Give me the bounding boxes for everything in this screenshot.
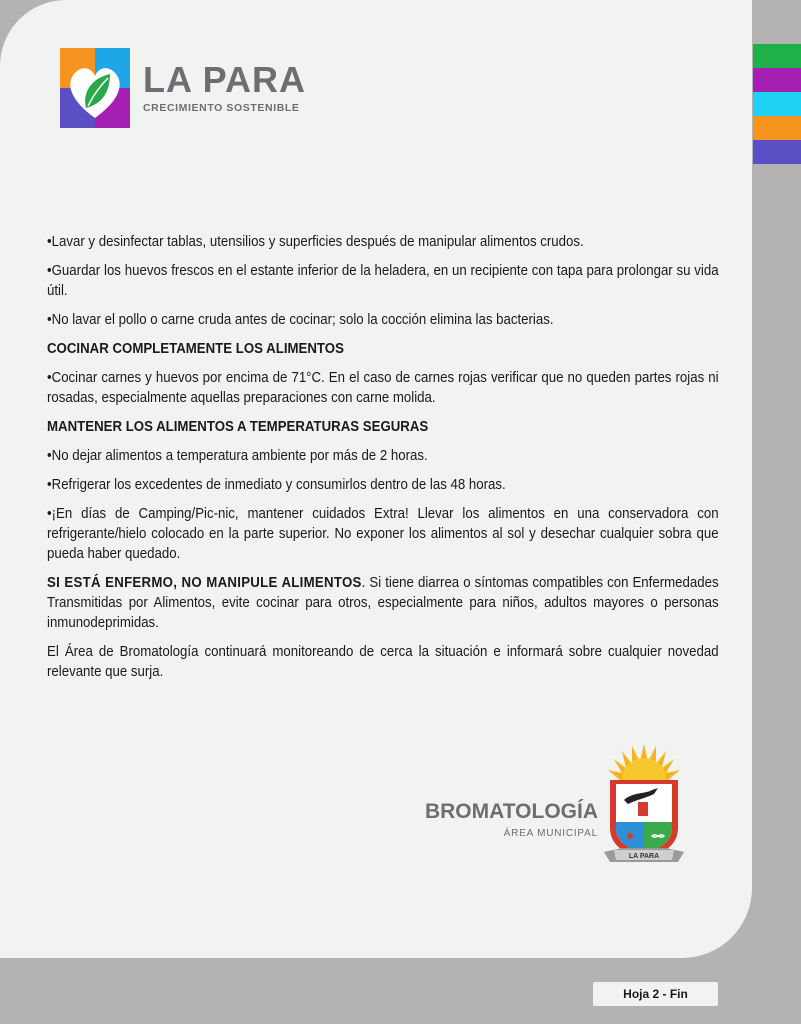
tab-green bbox=[753, 44, 801, 68]
document-body bbox=[47, 232, 719, 691]
brand-subtitle: CRECIMIENTO SOSTENIBLE bbox=[143, 102, 300, 114]
sun-rays-icon bbox=[608, 744, 680, 780]
bullet-camping: •¡En días de Camping/Pic-nic, mantener cuidados Extra! Llevar los alimentos en una conservadora con refrigerante/hielo colocado en la parte superior. No exponer los alimentos al sol y desechar cualquier sobra que pueda haber quedado. bbox=[47, 506, 719, 562]
heading-cook-thoroughly: COCINAR COMPLETAMENTE LOS ALIMENTOS bbox=[47, 341, 344, 357]
la-para-logo-icon bbox=[60, 48, 130, 128]
municipal-crest-icon bbox=[602, 742, 686, 870]
brand-title: LA PARA bbox=[143, 59, 306, 100]
bullet-store-eggs: •Guardar los huevos frescos en el estante inferior de la heladera, en un recipiente con tapa para prolongar su vida útil. bbox=[47, 263, 719, 299]
tab-cyan bbox=[753, 92, 801, 116]
sick-warning-lead: SI ESTÁ ENFERMO, NO MANIPULE ALIMENTOS bbox=[47, 575, 362, 591]
bullet-cook-temperature: •Cocinar carnes y huevos por encima de 71°C. En el caso de carnes rojas verificar que no queden partes rojas ni rosadas, especialmente aquellas preparaciones con carne molida. bbox=[47, 370, 719, 406]
bullet-no-wash-chicken: •No lavar el pollo o carne cruda antes de cocinar; solo la cocción elimina las bacterias. bbox=[47, 312, 554, 328]
bullet-room-temperature: •No dejar alimentos a temperatura ambiente por más de 2 horas. bbox=[47, 448, 428, 464]
tab-indigo bbox=[753, 140, 801, 164]
department-subtitle: ÁREA MUNICIPAL bbox=[503, 828, 598, 839]
bullet-refrigerate: •Refrigerar los excedentes de inmediato y consumirlos dentro de las 48 horas. bbox=[47, 477, 506, 493]
sick-warning bbox=[47, 573, 719, 633]
department-title: BROMATOLOGÍA bbox=[424, 800, 598, 823]
department-block bbox=[418, 800, 598, 839]
tab-purple bbox=[753, 68, 801, 92]
sick-warning-text: . Si tiene diarrea o síntomas compatibles con Enfermedades Transmitidas por Alimentos, evite cocinar para otros, especialmente para niños, adultos mayores o personas inmunodeprimidas. bbox=[47, 575, 719, 631]
color-tabs bbox=[753, 44, 801, 164]
heading-safe-temperatures: MANTENER LOS ALIMENTOS A TEMPERATURAS SEGURAS bbox=[47, 419, 429, 435]
page-number-badge: Hoja 2 - Fin bbox=[593, 982, 718, 1006]
crest-ribbon-text: LA PARA bbox=[628, 853, 660, 860]
bullet-wash-surfaces: •Lavar y desinfectar tablas, utensilios y superficies después de manipular alimentos crudos. bbox=[47, 234, 584, 250]
tab-orange bbox=[753, 116, 801, 140]
brand-block bbox=[143, 60, 306, 114]
closing-paragraph: El Área de Bromatología continuará monitoreando de cerca la situación e informará sobre cualquier novedad relevante que surja. bbox=[47, 644, 719, 680]
